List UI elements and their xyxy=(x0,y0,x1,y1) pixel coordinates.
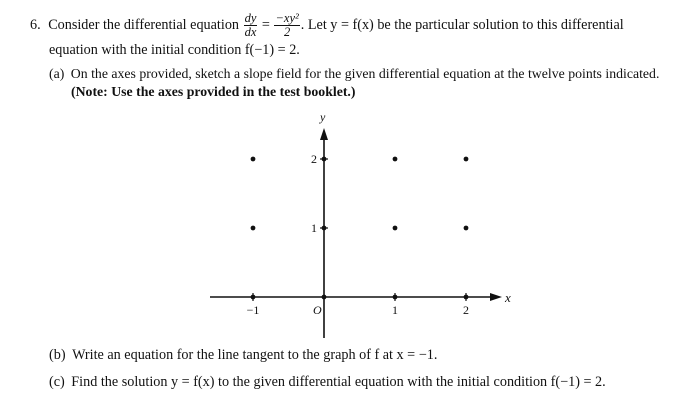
problem-intro: Consider the differential equation xyxy=(48,16,240,33)
slope-field-point xyxy=(393,157,398,162)
part-a-note: (Note: Use the axes provided in the test booklet.) xyxy=(71,84,356,99)
part-c-text: Find the solution y = f(x) to the given differential equation with the initial condition f(−1) = 2. xyxy=(71,374,606,390)
rhs-numerator: −xy² xyxy=(275,11,299,25)
origin-label: O xyxy=(313,303,322,317)
y-axis-label: y xyxy=(320,110,326,124)
equals-sign: = xyxy=(261,16,270,33)
derivative-numerator: dy xyxy=(244,11,257,25)
x-tick-label: 2 xyxy=(463,303,469,317)
part-c-line xyxy=(49,374,606,391)
slope-field-point xyxy=(464,157,469,162)
y-tick-label: 2 xyxy=(311,152,317,166)
part-c-label: (c) xyxy=(49,374,65,390)
problem-line-2: equation with the initial condition f(−1) = 2. xyxy=(49,42,300,58)
slope-field-point xyxy=(251,157,256,162)
x-axis-label: x xyxy=(505,290,511,305)
part-b-text: Write an equation for the line tangent to the graph of f at x = −1. xyxy=(72,347,438,363)
slope-field-point xyxy=(464,295,469,300)
slope-field-point xyxy=(464,226,469,231)
x-axis-arrow-icon xyxy=(490,293,502,301)
slope-field-point xyxy=(322,226,327,231)
slope-field-point xyxy=(251,295,256,300)
part-a-text: On the axes provided, sketch a slope field for the given differential equation at the twelve points indicated. xyxy=(70,66,660,81)
part-a-label: (a) xyxy=(49,66,65,81)
part-b-line xyxy=(49,347,437,364)
slope-field-point xyxy=(322,295,327,300)
slope-field-point xyxy=(393,226,398,231)
x-tick-label: −1 xyxy=(246,303,260,317)
part-b-label: (b) xyxy=(49,347,66,363)
x-tick-label: 1 xyxy=(392,303,398,317)
slope-field-point xyxy=(322,157,327,162)
derivative-denominator: dx xyxy=(244,25,257,39)
y-tick-label: 1 xyxy=(311,221,317,235)
rhs-denominator: 2 xyxy=(284,25,291,39)
y-axis-arrow-icon xyxy=(320,128,328,140)
problem-number: 6. xyxy=(30,16,41,33)
slope-field-point xyxy=(393,295,398,300)
slope-field-point xyxy=(251,226,256,231)
problem-intro-after: . Let y = f(x) be the particular solution to this differential xyxy=(300,16,624,33)
